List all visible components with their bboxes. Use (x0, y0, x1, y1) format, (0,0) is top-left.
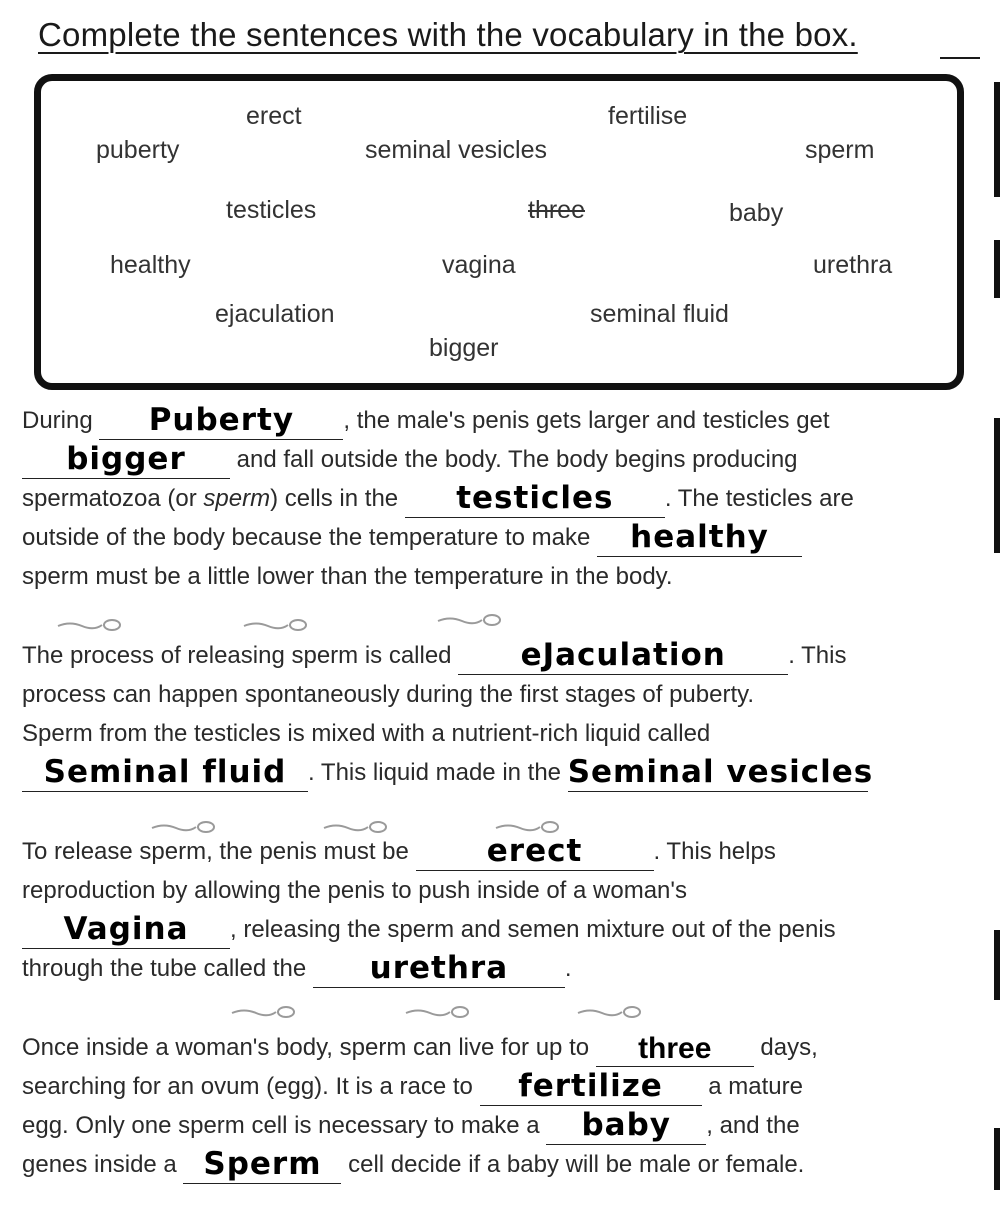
answer-blank[interactable] (596, 1028, 754, 1067)
sentence-line: During Puberty , the male's penis gets larger and testicles get (22, 402, 830, 438)
answer-blank[interactable] (313, 949, 565, 988)
answer-blank[interactable] (22, 753, 308, 792)
word-vagina: vagina (442, 251, 516, 279)
word-puberty: puberty (96, 136, 180, 164)
word-seminal-fluid: seminal fluid (590, 300, 729, 328)
word-ejaculation: ejaculation (215, 300, 335, 328)
word-urethra: urethra (813, 251, 893, 279)
word-fertilise: fertilise (608, 102, 688, 130)
scan-edge-mark (994, 418, 1000, 553)
sentence-line: through the tube called the urethra . (22, 950, 572, 986)
word-seminal-vesicles: seminal vesicles (365, 136, 548, 164)
paragraph-2 (22, 636, 982, 792)
sentence-line: Seminal fluid . This liquid made in the Seminal vesicles (22, 753, 982, 792)
answer-blank[interactable] (597, 518, 802, 557)
sperm-cell-icon (404, 1004, 470, 1020)
sentence-line: sperm must be a little lower than the temperature in the body. (22, 563, 673, 590)
typed-answer: three (638, 1032, 712, 1065)
sentence-line: The process of releasing sperm is called eJaculation . This (22, 637, 847, 673)
instructions-title: Complete the sentences with the vocabulary in the box. (38, 16, 858, 53)
handwritten-answer: Seminal fluid (43, 754, 287, 790)
handwritten-answer: bigger (66, 441, 186, 477)
answer-blank[interactable] (546, 1106, 706, 1145)
sentence-line: genes inside a Sperm cell decide if a baby will be male or female. (22, 1146, 805, 1182)
sentence-line: spermatozoa (or sperm) cells in the testicles . The testicles are (22, 480, 854, 516)
handwritten-answer: urethra (369, 950, 509, 986)
sentence-line: Once inside a woman's body, sperm can live for up to three days, (22, 1028, 982, 1067)
word-sperm: sperm (805, 136, 875, 164)
scan-edge-mark (994, 1128, 1000, 1190)
sperm-cell-icon (576, 1004, 642, 1020)
word-erect: erect (246, 102, 302, 130)
sentence-line: searching for an ovum (egg). It is a race to fertilize a mature (22, 1068, 803, 1104)
answer-blank[interactable] (183, 1145, 341, 1184)
word-three-crossed-out: three (528, 196, 585, 224)
sperm-cell-icon (322, 819, 388, 835)
word-baby: baby (729, 199, 784, 227)
sperm-cell-icon (494, 819, 560, 835)
answer-blank[interactable] (22, 910, 230, 949)
paragraph-3 (22, 832, 982, 988)
answer-blank[interactable] (405, 479, 665, 518)
answer-blank[interactable] (480, 1067, 702, 1106)
handwritten-answer: eJaculation (520, 637, 726, 673)
sperm-cell-icon (242, 617, 308, 633)
paragraph-1 (22, 401, 982, 596)
handwritten-answer: erect (486, 833, 583, 869)
sentence-line: outside of the body because the temperature to make healthy (22, 518, 982, 557)
handwritten-answer: healthy (630, 519, 769, 555)
word-healthy: healthy (110, 251, 191, 279)
sentence-line: process can happen spontaneously during the first stages of puberty. (22, 681, 755, 708)
handwritten-answer: testicles (456, 480, 614, 516)
sentence-line: Sperm from the testicles is mixed with a nutrient-rich liquid called (22, 720, 711, 747)
word-testicles: testicles (226, 196, 317, 224)
handwritten-answer: Sperm (203, 1146, 322, 1182)
title-underline-extension (940, 57, 980, 59)
handwritten-answer: Vagina (63, 911, 189, 947)
sperm-cell-icon (230, 1004, 296, 1020)
sperm-cell-icon (56, 617, 122, 633)
scan-edge-mark (994, 240, 1000, 298)
word-bigger: bigger (429, 334, 499, 362)
answer-blank[interactable] (567, 753, 874, 792)
sentence-line: egg. Only one sperm cell is necessary to make a baby , and the (22, 1107, 800, 1143)
answer-blank[interactable] (416, 832, 654, 871)
sperm-cell-icon (436, 612, 502, 628)
handwritten-answer: baby (581, 1107, 671, 1143)
sentence-line: Vagina , releasing the sperm and semen mixture out of the penis (22, 910, 982, 949)
scan-edge-mark (994, 930, 1000, 1000)
handwritten-answer: Puberty (148, 402, 295, 438)
scan-edge-mark (994, 82, 1000, 197)
answer-blank[interactable] (458, 636, 788, 675)
answer-blank[interactable] (99, 401, 343, 440)
word-box (34, 74, 964, 390)
sentence-line: bigger and fall outside the body. The body begins producing (22, 440, 982, 479)
handwritten-answer: Seminal vesicles (567, 754, 874, 790)
paragraph-4 (22, 1028, 982, 1184)
sentence-line: To release sperm, the penis must be erect . This helps (22, 833, 776, 869)
sentence-line: reproduction by allowing the penis to push inside of a woman's (22, 877, 687, 904)
answer-blank[interactable] (22, 440, 230, 479)
handwritten-answer: fertilize (518, 1068, 663, 1104)
sperm-cell-icon (150, 819, 216, 835)
